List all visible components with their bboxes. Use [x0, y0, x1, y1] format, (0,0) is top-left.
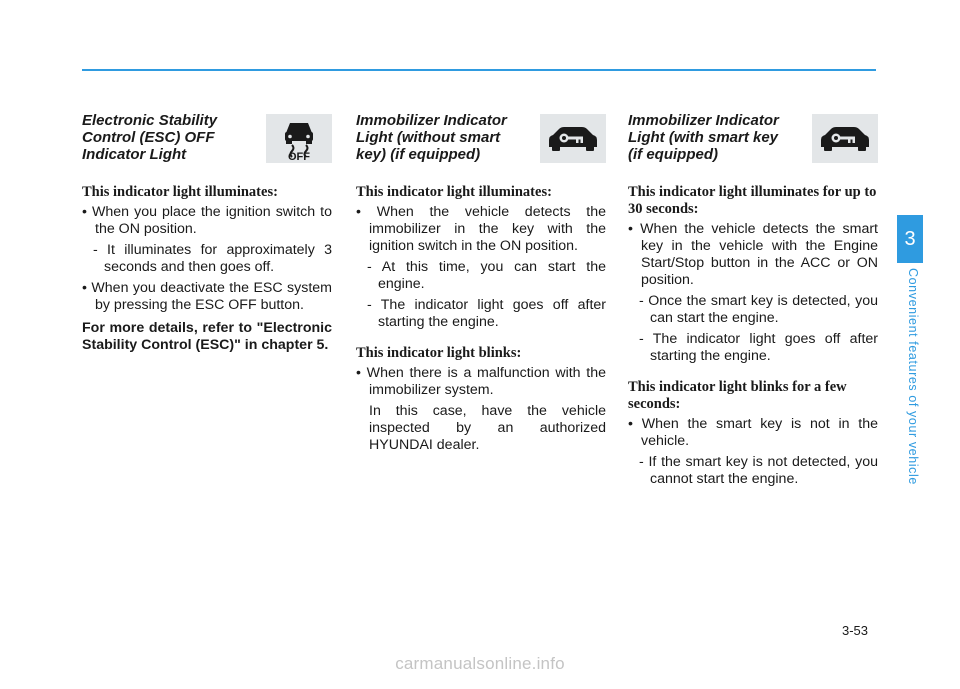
subheading: This indicator light illuminates:	[356, 184, 552, 200]
section-title: Electronic Stability Control (ESC) OFF Indicator Light	[82, 112, 218, 163]
chapter-title: Convenient features of your vehicle	[906, 268, 920, 485]
chapter-number-tab: 3	[897, 215, 923, 263]
bullet-item: • When the vehicle detects the immobilizer in the key with the ignition switch in the ON position.	[356, 204, 606, 254]
watermark: carmanualsonline.info	[395, 654, 565, 673]
car-key-icon	[540, 114, 606, 163]
section-esc-off	[82, 112, 332, 354]
bullet-item: • When you place the ignition switch to the ON position.	[82, 204, 332, 237]
bullet-item: • When the smart key is not in the vehicle.	[628, 416, 878, 449]
section-header	[356, 112, 606, 170]
section-immobilizer-no-smart-key	[356, 112, 606, 458]
section-header	[628, 112, 878, 170]
section-immobilizer-smart-key	[628, 112, 878, 492]
esc-off-icon-text: OFF	[288, 150, 310, 161]
page-number: 3-53	[842, 623, 869, 638]
subheading: This indicator light illuminates for up to 30 seconds:	[628, 184, 877, 217]
section-title: Immobilizer Indicator Light (with smart key (if equipped)	[628, 112, 779, 163]
dash-item: - If the smart key is not detected, you cannot start the engine.	[639, 454, 878, 487]
subheading: This indicator light illuminates:	[82, 184, 278, 200]
paragraph: In this case, have the vehicle inspected by an authorized HYUNDAI dealer.	[369, 403, 606, 453]
subheading: This indicator light blinks for a few seconds:	[628, 379, 847, 412]
bullet-item: • When the vehicle detects the smart key in the vehicle with the Engine Start/Stop button in the ACC or ON position.	[628, 221, 878, 288]
section-header	[82, 112, 332, 170]
bullet-item: • When there is a malfunction with the immobilizer system.	[356, 365, 606, 398]
header-rule	[82, 69, 876, 71]
dash-item: - It illuminates for approximately 3 seconds and then goes off.	[93, 242, 332, 275]
car-key-icon	[812, 114, 878, 163]
dash-item: - Once the smart key is detected, you can start the engine.	[639, 293, 878, 326]
section-title: Immobilizer Indicator Light (without smart key) (if equipped)	[356, 112, 507, 163]
bullet-item: • When you deactivate the ESC system by pressing the ESC OFF button.	[82, 280, 332, 313]
subheading: This indicator light blinks:	[356, 345, 522, 361]
dash-item: - The indicator light goes off after starting the engine.	[639, 331, 878, 364]
reference-note: For more details, refer to "Electronic Stability Control (ESC)" in chapter 5.	[82, 320, 332, 353]
dash-item: - The indicator light goes off after starting the engine.	[367, 297, 606, 330]
dash-item: - At this time, you can start the engine.	[367, 259, 606, 292]
esc-off-icon	[266, 114, 332, 163]
